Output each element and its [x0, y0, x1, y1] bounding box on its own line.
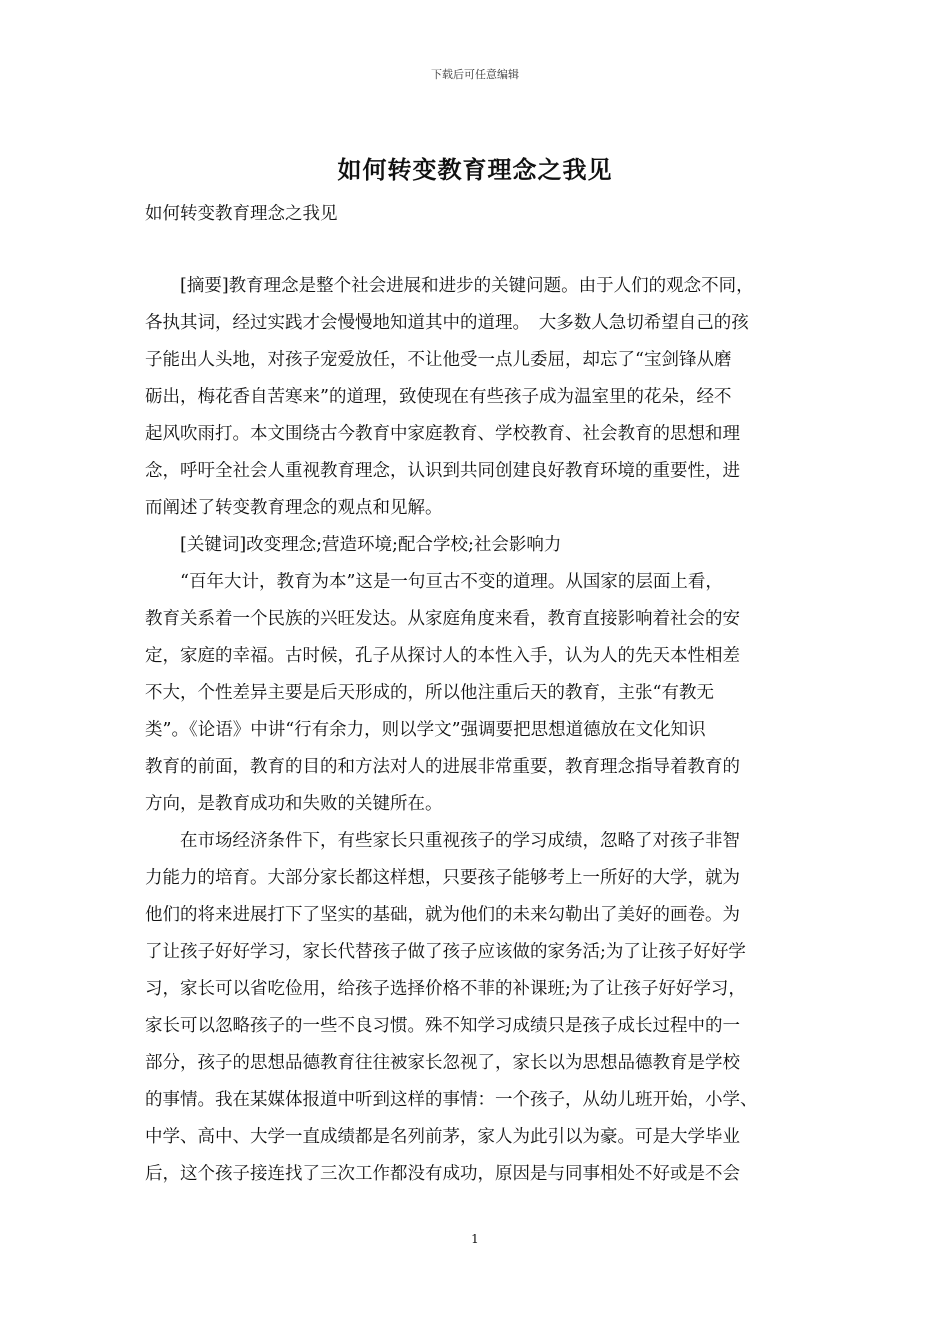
text-line: 力能力的培育。大部分家长都这样想，只要孩子能够考上一所好的大学，就为: [145, 868, 740, 888]
page-number: 1: [471, 1232, 479, 1246]
text-line: 他们的将来进展打下了坚实的基础，就为他们的未来勾勒出了美好的画卷。为: [145, 905, 740, 925]
text-line: 在市场经济条件下，有些家长只重视孩子的学习成绩，忽略了对孩子非智: [145, 831, 740, 851]
text-line: 子能出人头地，对孩子宠爱放任，不让他受一点儿委屈，却忘了“宝剑锋从磨: [145, 350, 732, 370]
text-line: 各执其词，经过实践才会慢慢地知道其中的道理。 大多数人急切希望自己的孩: [145, 313, 749, 333]
document-title: 如何转变教育理念之我见: [337, 155, 613, 184]
document-body: [145, 268, 815, 1193]
text-line: [关键词]改变理念;营造环境;配合学校;社会影响力: [145, 535, 562, 555]
page-header: 下载后可任意编辑: [431, 68, 519, 81]
text-line: 习，家长可以省吃俭用，给孩子选择价格不菲的补课班;为了让孩子好好学习，: [145, 979, 746, 999]
text-line: 起风吹雨打。本文围绕古今教育中家庭教育、学校教育、社会教育的思想和理: [145, 424, 740, 444]
text-line: “百年大计，教育为本”这是一句亘古不变的道理。从国家的层面上看，: [145, 572, 723, 592]
document-subtitle: 如何转变教育理念之我见: [145, 204, 338, 224]
text-line: 家长可以忽略孩子的一些不良习惯。殊不知学习成绩只是孩子成长过程中的一: [145, 1016, 740, 1036]
text-line: 类”。《论语》中讲“行有余力，则以学文”强调要把思想道德放在文化知识: [145, 720, 706, 740]
text-line: 教育的前面，教育的目的和方法对人的进展非常重要，教育理念指导着教育的: [145, 757, 740, 777]
text-line: 方向，是教育成功和失败的关键所在。: [145, 794, 443, 814]
text-line: 后，这个孩子接连找了三次工作都没有成功，原因是与同事相处不好或是不会: [145, 1164, 740, 1184]
text-line: 而阐述了转变教育理念的观点和见解。: [145, 498, 443, 518]
text-line: 的事情。我在某媒体报道中听到这样的事情：一个孩子，从幼儿班开始，小学、: [145, 1090, 758, 1110]
text-line: [摘要]教育理念是整个社会进展和进步的关键问题。由于人们的观念不同，: [145, 276, 754, 296]
text-line: 念，呼吁全社会人重视教育理念，认识到共同创建良好教育环境的重要性，进: [145, 461, 740, 481]
text-line: 教育关系着一个民族的兴旺发达。从家庭角度来看，教育直接影响着社会的安: [145, 609, 740, 629]
text-line: 部分，孩子的思想品德教育往往被家长忽视了，家长以为思想品德教育是学校: [145, 1053, 740, 1073]
text-line: 中学、高中、大学一直成绩都是名列前茅，家人为此引以为豪。可是大学毕业: [145, 1127, 740, 1147]
text-line: 砺出，梅花香自苦寒来”的道理，致使现在有些孩子成为温室里的花朵，经不: [145, 387, 732, 407]
text-line: 了让孩子好好学习，家长代替孩子做了孩子应该做的家务活;为了让孩子好好学: [145, 942, 746, 962]
text-line: 不大，个性差异主要是后天形成的，所以他注重后天的教育，主张“有教无: [145, 683, 714, 703]
text-line: 定，家庭的幸福。古时候，孔子从探讨人的本性入手，认为人的先天本性相差: [145, 646, 740, 666]
